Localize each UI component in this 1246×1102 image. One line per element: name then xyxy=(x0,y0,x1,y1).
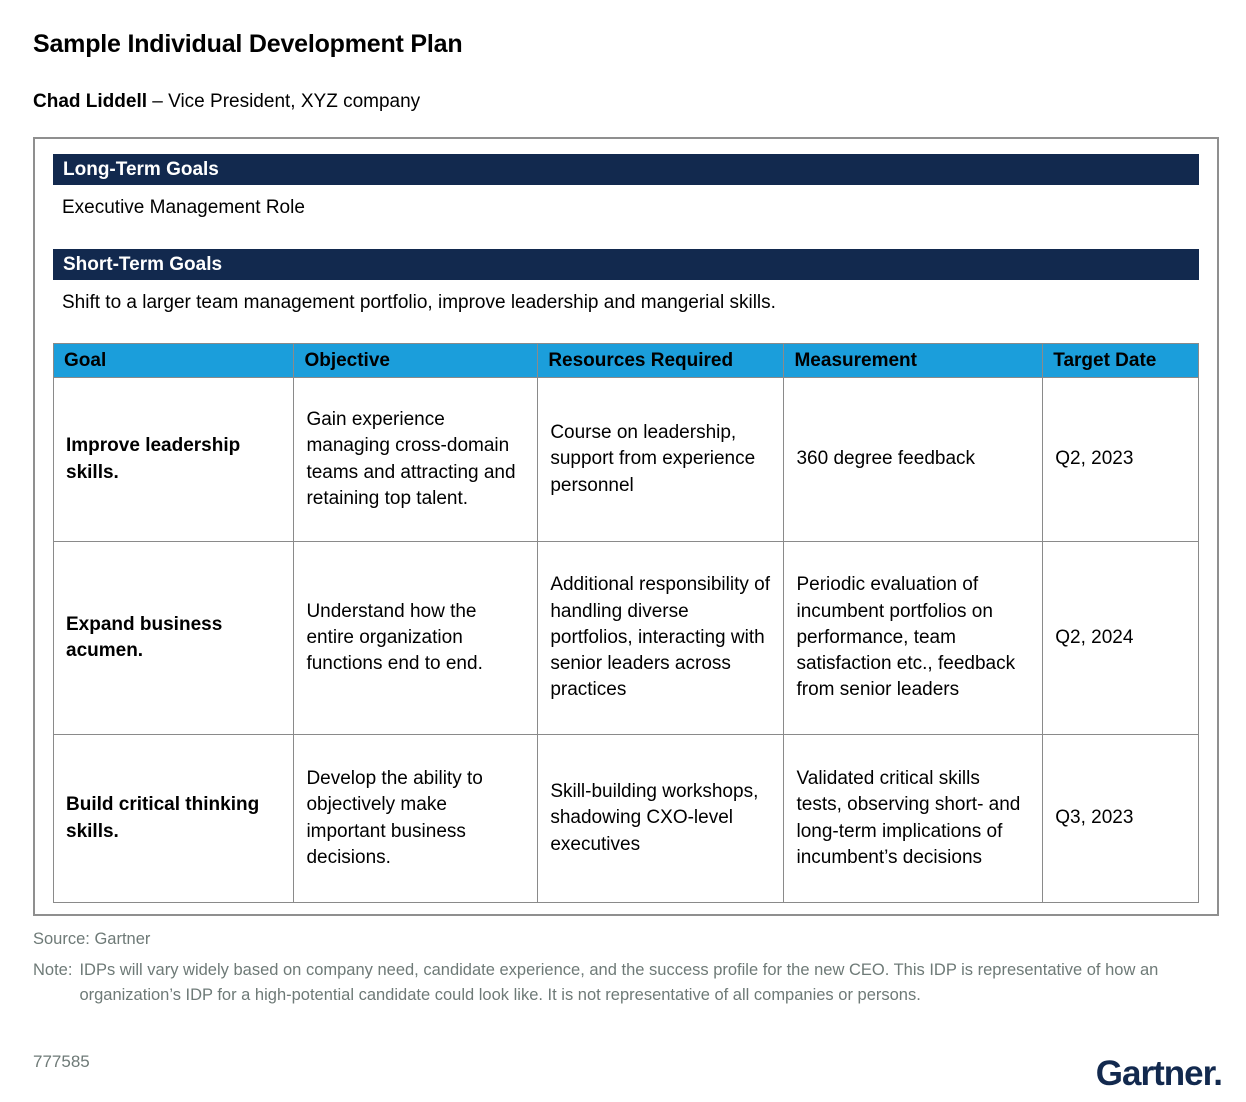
note-text: IDPs will vary widely based on company need, candidate experience, and the success profile for the new CEO. This IDP is representative of how an organization’s IDP for a high-potential candidate could look like. It is not representative of all companies or persons. xyxy=(79,961,1159,1004)
resources-cell: Skill-building workshops, shadowing CXO-level executives xyxy=(538,735,784,903)
measurement-cell: Validated critical skills tests, observing short- and long-term implications of incumbent’s decisions xyxy=(784,735,1043,903)
short-term-goals-heading: Short-Term Goals xyxy=(53,249,1199,280)
person-line xyxy=(33,91,1216,113)
resources-cell: Additional responsibility of handling diverse portfolios, interacting with senior leaders across practices xyxy=(538,542,784,735)
column-header-objective: Objective xyxy=(294,344,538,378)
goal-cell: Improve leadership skills. xyxy=(54,378,294,542)
target-date-cell: Q2, 2023 xyxy=(1043,378,1199,542)
table-header-row xyxy=(54,344,1199,378)
spacer xyxy=(53,314,1199,343)
long-term-goals-body: Executive Management Role xyxy=(62,197,305,218)
long-term-goals-heading: Long-Term Goals xyxy=(53,154,1199,185)
resources-cell: Course on leadership, support from experience personnel xyxy=(538,378,784,542)
target-date-cell: Q3, 2023 xyxy=(1043,735,1199,903)
note-line xyxy=(33,958,1216,1008)
document-id: 777585 xyxy=(33,1051,90,1071)
measurement-cell: 360 degree feedback xyxy=(784,378,1043,542)
gartner-logo: Gartner. xyxy=(1095,1054,1222,1093)
objective-cell: Understand how the entire organization functions end to end. xyxy=(294,542,538,735)
goal-cell: Expand business acumen. xyxy=(54,542,294,735)
table-row xyxy=(54,735,1199,903)
column-header-goal: Goal xyxy=(54,344,294,378)
short-term-goals-body: Shift to a larger team management portfolio, improve leadership and mangerial skills. xyxy=(62,292,776,313)
spacer xyxy=(53,219,1199,249)
goal-cell: Build critical thinking skills. xyxy=(54,735,294,903)
page-title: Sample Individual Development Plan xyxy=(33,30,463,58)
column-header-resources-required: Resources Required xyxy=(538,344,784,378)
table-row xyxy=(54,378,1199,542)
column-header-measurement: Measurement xyxy=(784,344,1043,378)
note-label: Note: xyxy=(33,961,73,979)
objective-cell: Develop the ability to objectively make important business decisions. xyxy=(294,735,538,903)
target-date-cell: Q2, 2024 xyxy=(1043,542,1199,735)
objective-cell: Gain experience managing cross-domain teams and attracting and retaining top talent. xyxy=(294,378,538,542)
column-header-target-date: Target Date xyxy=(1043,344,1199,378)
person-name: Chad Liddell xyxy=(33,91,147,112)
person-role: – Vice President, XYZ company xyxy=(147,91,421,112)
measurement-cell: Periodic evaluation of incumbent portfolios on performance, team satisfaction etc., feedback from senior leaders xyxy=(784,542,1043,735)
source-line: Source: Gartner xyxy=(33,930,151,948)
plan-container xyxy=(33,137,1219,916)
table-row xyxy=(54,542,1199,735)
goals-table xyxy=(53,343,1199,903)
